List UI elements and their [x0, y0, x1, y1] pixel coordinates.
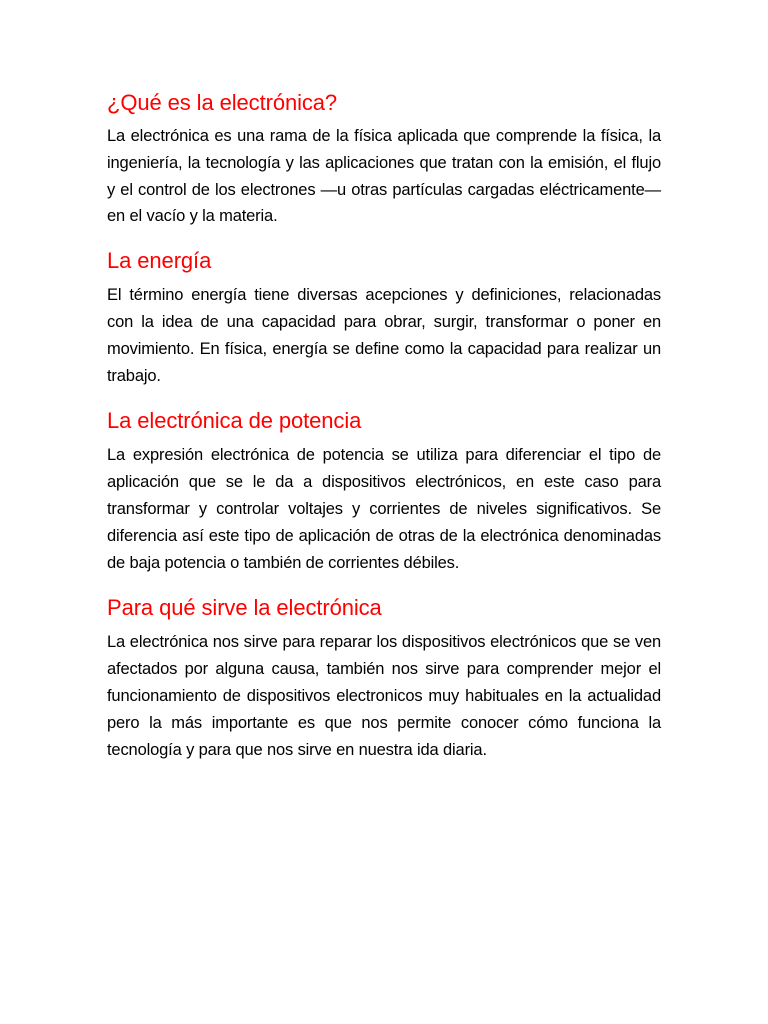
section-electronica-de-potencia	[107, 406, 661, 576]
section-paragraph: La expresión electrónica de potencia se utiliza para diferenciar el tipo de aplicación que se le da a dispositivos electrónicos, en este caso para transformar y controlar voltajes y corrientes de niveles significativos. Se diferencia así este tipo de aplicación de otras de la electrónica denominadas de baja potencia o también de corrientes débiles.	[107, 446, 661, 572]
section-heading: Para qué sirve la electrónica	[107, 595, 382, 621]
section-heading: ¿Qué es la electrónica?	[107, 90, 338, 115]
section-heading: La energía	[107, 248, 212, 274]
section-la-energia	[107, 246, 661, 389]
document-page	[107, 88, 661, 779]
section-paragraph: La electrónica es una rama de la física aplicada que comprende la física, la ingeniería, la tecnología y las aplicaciones que tratan con la emisión, el flujo y el control de los electrones —u otras partículas cargadas eléctricamente— en el vacío y la materia.	[107, 127, 661, 226]
section-paragraph: La electrónica nos sirve para reparar los dispositivos electrónicos que se ven afectados por alguna causa, también nos sirve para comprender mejor el funcionamiento de dispositivos electronicos muy habituales en la actualidad pero la más importante es que nos permite conocer cómo funciona la tecnología y para que nos sirve en nuestra ida diaria.	[107, 633, 661, 759]
section-que-es-electronica	[107, 88, 661, 230]
section-heading: La electrónica de potencia	[107, 408, 362, 434]
section-para-que-sirve	[107, 593, 661, 763]
section-paragraph: El término energía tiene diversas acepciones y definiciones, relacionadas con la idea de una capacidad para obrar, surgir, transformar o poner en movimiento. En física, energía se define como la capacidad para realizar un trabajo.	[107, 286, 661, 385]
